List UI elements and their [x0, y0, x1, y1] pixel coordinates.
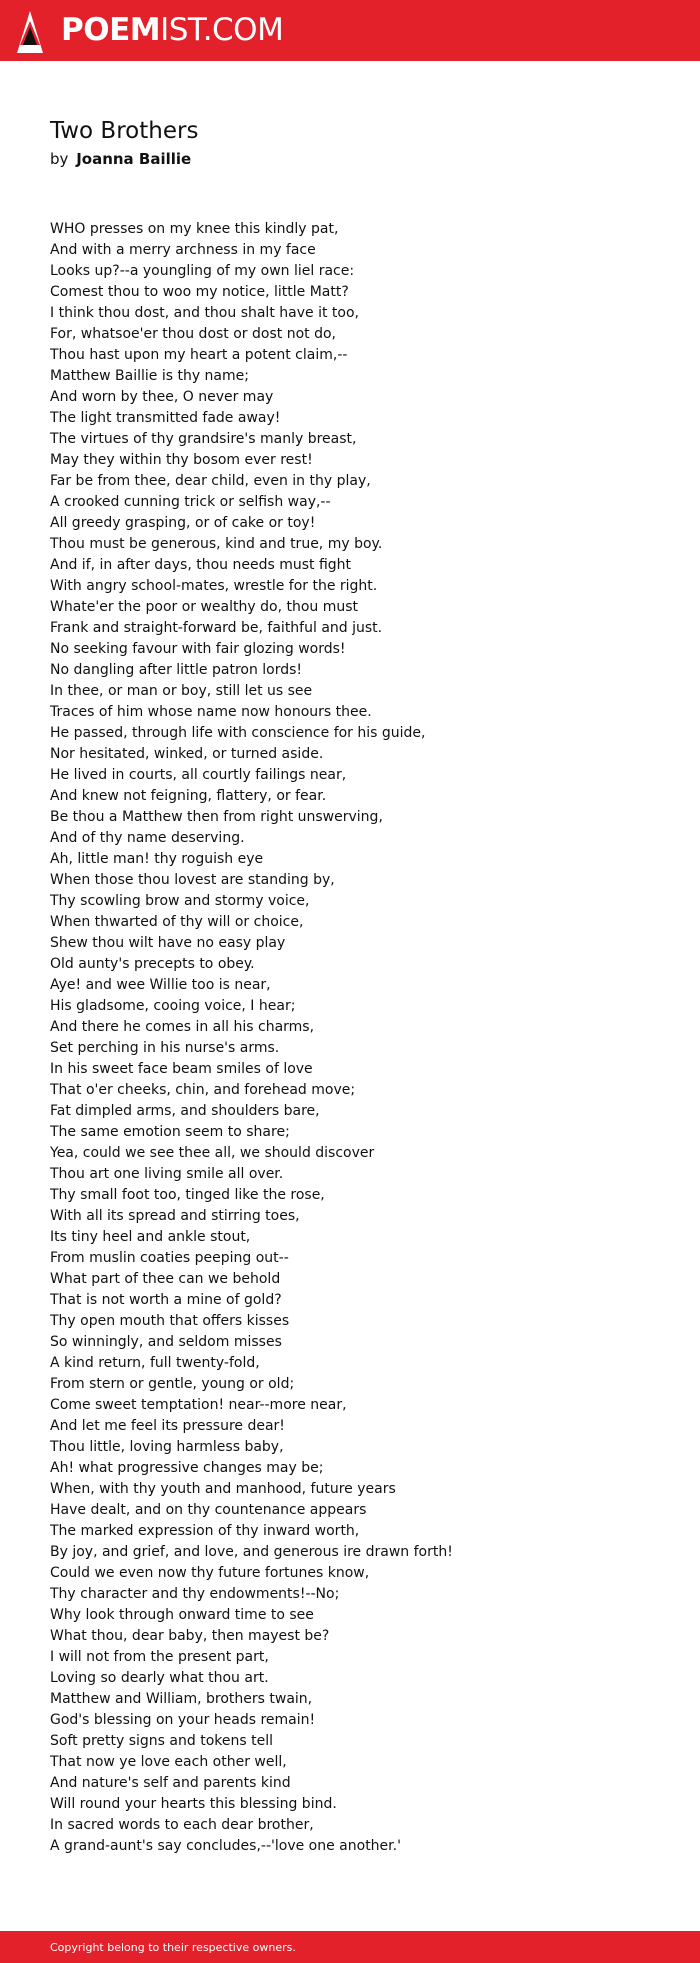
poem-line: Loving so dearly what thou art. [50, 1670, 269, 1686]
poem-line: A crooked cunning trick or selfish way,-- [50, 494, 331, 510]
poem-line: May they within thy bosom ever rest! [50, 452, 313, 468]
poem-line: No seeking favour with fair glozing words! [50, 641, 346, 657]
poem-line: Thy open mouth that offers kisses [50, 1313, 290, 1329]
poem-line: A grand-aunt's say concludes,--'love one another.' [50, 1838, 401, 1854]
poem-line: Whate'er the poor or wealthy do, thou must [50, 599, 359, 615]
poem-line: No dangling after little patron lords! [50, 662, 303, 678]
poem-line: His gladsome, cooing voice, I hear; [50, 998, 296, 1014]
poem-line: All greedy grasping, or of cake or toy! [50, 515, 316, 531]
poem-line: What thou, dear baby, then mayest be? [50, 1628, 330, 1644]
poem-line: And nature's self and parents kind [50, 1775, 291, 1791]
poem-line: Thou hast upon my heart a potent claim,-- [50, 347, 348, 363]
poem-line: He lived in courts, all courtly failings near, [50, 767, 347, 783]
poem-line: When, with thy youth and manhood, future years [50, 1481, 396, 1497]
poem-line: I think thou dost, and thou shalt have it too, [50, 305, 359, 321]
poem-line: So winningly, and seldom misses [50, 1334, 282, 1350]
poem-line: Matthew Baillie is thy name; [50, 368, 249, 384]
poem-line: Will round your hearts this blessing bind. [50, 1796, 337, 1812]
poem-line: From muslin coaties peeping out-- [50, 1250, 289, 1266]
poem-line: Why look through onward time to see [50, 1607, 314, 1623]
poem-line: Ah, little man! thy roguish eye [50, 851, 264, 867]
poem-line: WHO presses on my knee this kindly pat, [50, 221, 339, 237]
poem-line: Aye! and wee Willie too is near, [50, 977, 271, 993]
poem-line: The light transmitted fade away! [50, 410, 281, 426]
poem-line: And if, in after days, thou needs must fight [50, 557, 352, 573]
poem-line: Have dealt, and on thy countenance appears [50, 1502, 367, 1518]
poem-line: The marked expression of thy inward worth, [50, 1523, 360, 1539]
poem-line: With all its spread and stirring toes, [50, 1208, 300, 1224]
poem-line: Set perching in his nurse's arms. [50, 1040, 280, 1056]
poem-line: What part of thee can we behold [50, 1271, 281, 1287]
site-footer [0, 1931, 700, 1963]
poem-line: Far be from thee, dear child, even in thy play, [50, 473, 371, 489]
pencil-logo-icon [17, 11, 43, 53]
poem-line: By joy, and grief, and love, and generous ire drawn forth! [50, 1544, 453, 1560]
poem-line: Soft pretty signs and tokens tell [50, 1733, 273, 1749]
poem-line: And with a merry archness in my face [50, 242, 316, 258]
poem-line: Thou little, loving harmless baby, [50, 1439, 284, 1455]
poem-line: Shew thou wilt have no easy play [50, 935, 286, 951]
poem-line: And let me feel its pressure dear! [50, 1418, 285, 1434]
poem-line: Looks up?--a youngling of my own liel race: [50, 263, 355, 279]
poem-line: Thou must be generous, kind and true, my boy. [50, 536, 383, 552]
poem-line: Ah! what progressive changes may be; [50, 1460, 324, 1476]
poem-line: Matthew and William, brothers twain, [50, 1691, 313, 1707]
poem-line: From stern or gentle, young or old; [50, 1376, 295, 1392]
poem-line: With angry school-mates, wrestle for the right. [50, 578, 378, 594]
poem-line: Nor hesitated, winked, or turned aside. [50, 746, 324, 762]
poem-line: Thou art one living smile all over. [50, 1166, 284, 1182]
poem-line: That o'er cheeks, chin, and forehead move; [50, 1082, 356, 1098]
poem-line: God's blessing on your heads remain! [50, 1712, 316, 1728]
poem-line: And of thy name deserving. [50, 830, 245, 846]
poem-byline [50, 148, 191, 170]
site-logo-link[interactable] [0, 0, 284, 61]
poem-line: The virtues of thy grandsire's manly breast, [50, 431, 357, 447]
poem-line: Come sweet temptation! near--more near, [50, 1397, 347, 1413]
poem-line: Could we even now thy future fortunes know, [50, 1565, 370, 1581]
site-header [0, 0, 700, 61]
poem-line: Thy small foot too, tinged like the rose, [50, 1187, 325, 1203]
poem-line: In thee, or man or boy, still let us see [50, 683, 313, 699]
poem-line: A kind return, full twenty-fold, [50, 1355, 260, 1371]
poem-line: When those thou lovest are standing by, [50, 872, 335, 888]
poem-line: Comest thou to woo my notice, little Matt? [50, 284, 349, 300]
poem-line: In sacred words to each dear brother, [50, 1817, 314, 1833]
poem-line: And knew not feigning, flattery, or fear. [50, 788, 327, 804]
poem-line: And there he comes in all his charms, [50, 1019, 315, 1035]
poem-body [50, 219, 670, 1857]
poem-line: Be thou a Matthew then from right unswerving, [50, 809, 383, 825]
author-link[interactable]: Joanna Baillie [76, 150, 192, 168]
poem-line: Fat dimpled arms, and shoulders bare, [50, 1103, 320, 1119]
poem-title: Two Brothers [50, 118, 199, 144]
poem-line: Thy scowling brow and stormy voice, [50, 893, 310, 909]
poem-line: Traces of him whose name now honours thee. [50, 704, 372, 720]
poem-line: I will not from the present part, [50, 1649, 269, 1665]
poem-line: Yea, could we see thee all, we should discover [50, 1145, 375, 1161]
poem-line: Frank and straight-forward be, faithful and just. [50, 620, 383, 636]
poem-line: That now ye love each other well, [50, 1754, 287, 1770]
site-logo-text [61, 12, 283, 48]
poem-line: He passed, through life with conscience for his guide, [50, 725, 426, 741]
copyright-text: Copyright belong to their respective owners. [50, 1941, 296, 1954]
logo-text-bold: POEM [61, 12, 161, 48]
poem-line: Thy character and thy endowments!--No; [50, 1586, 340, 1602]
by-label: by [50, 150, 69, 168]
poem-line: Its tiny heel and ankle stout, [50, 1229, 251, 1245]
poem-line: Old aunty's precepts to obey. [50, 956, 255, 972]
poem-line: When thwarted of thy will or choice, [50, 914, 304, 930]
poem-line: And worn by thee, O never may [50, 389, 274, 405]
poem-line: The same emotion seem to share; [50, 1124, 290, 1140]
poem-line: In his sweet face beam smiles of love [50, 1061, 313, 1077]
logo-text-light: IST.COM [160, 12, 284, 48]
poem-line: For, whatsoe'er thou dost or dost not do, [50, 326, 336, 342]
poem-line: That is not worth a mine of gold? [50, 1292, 282, 1308]
